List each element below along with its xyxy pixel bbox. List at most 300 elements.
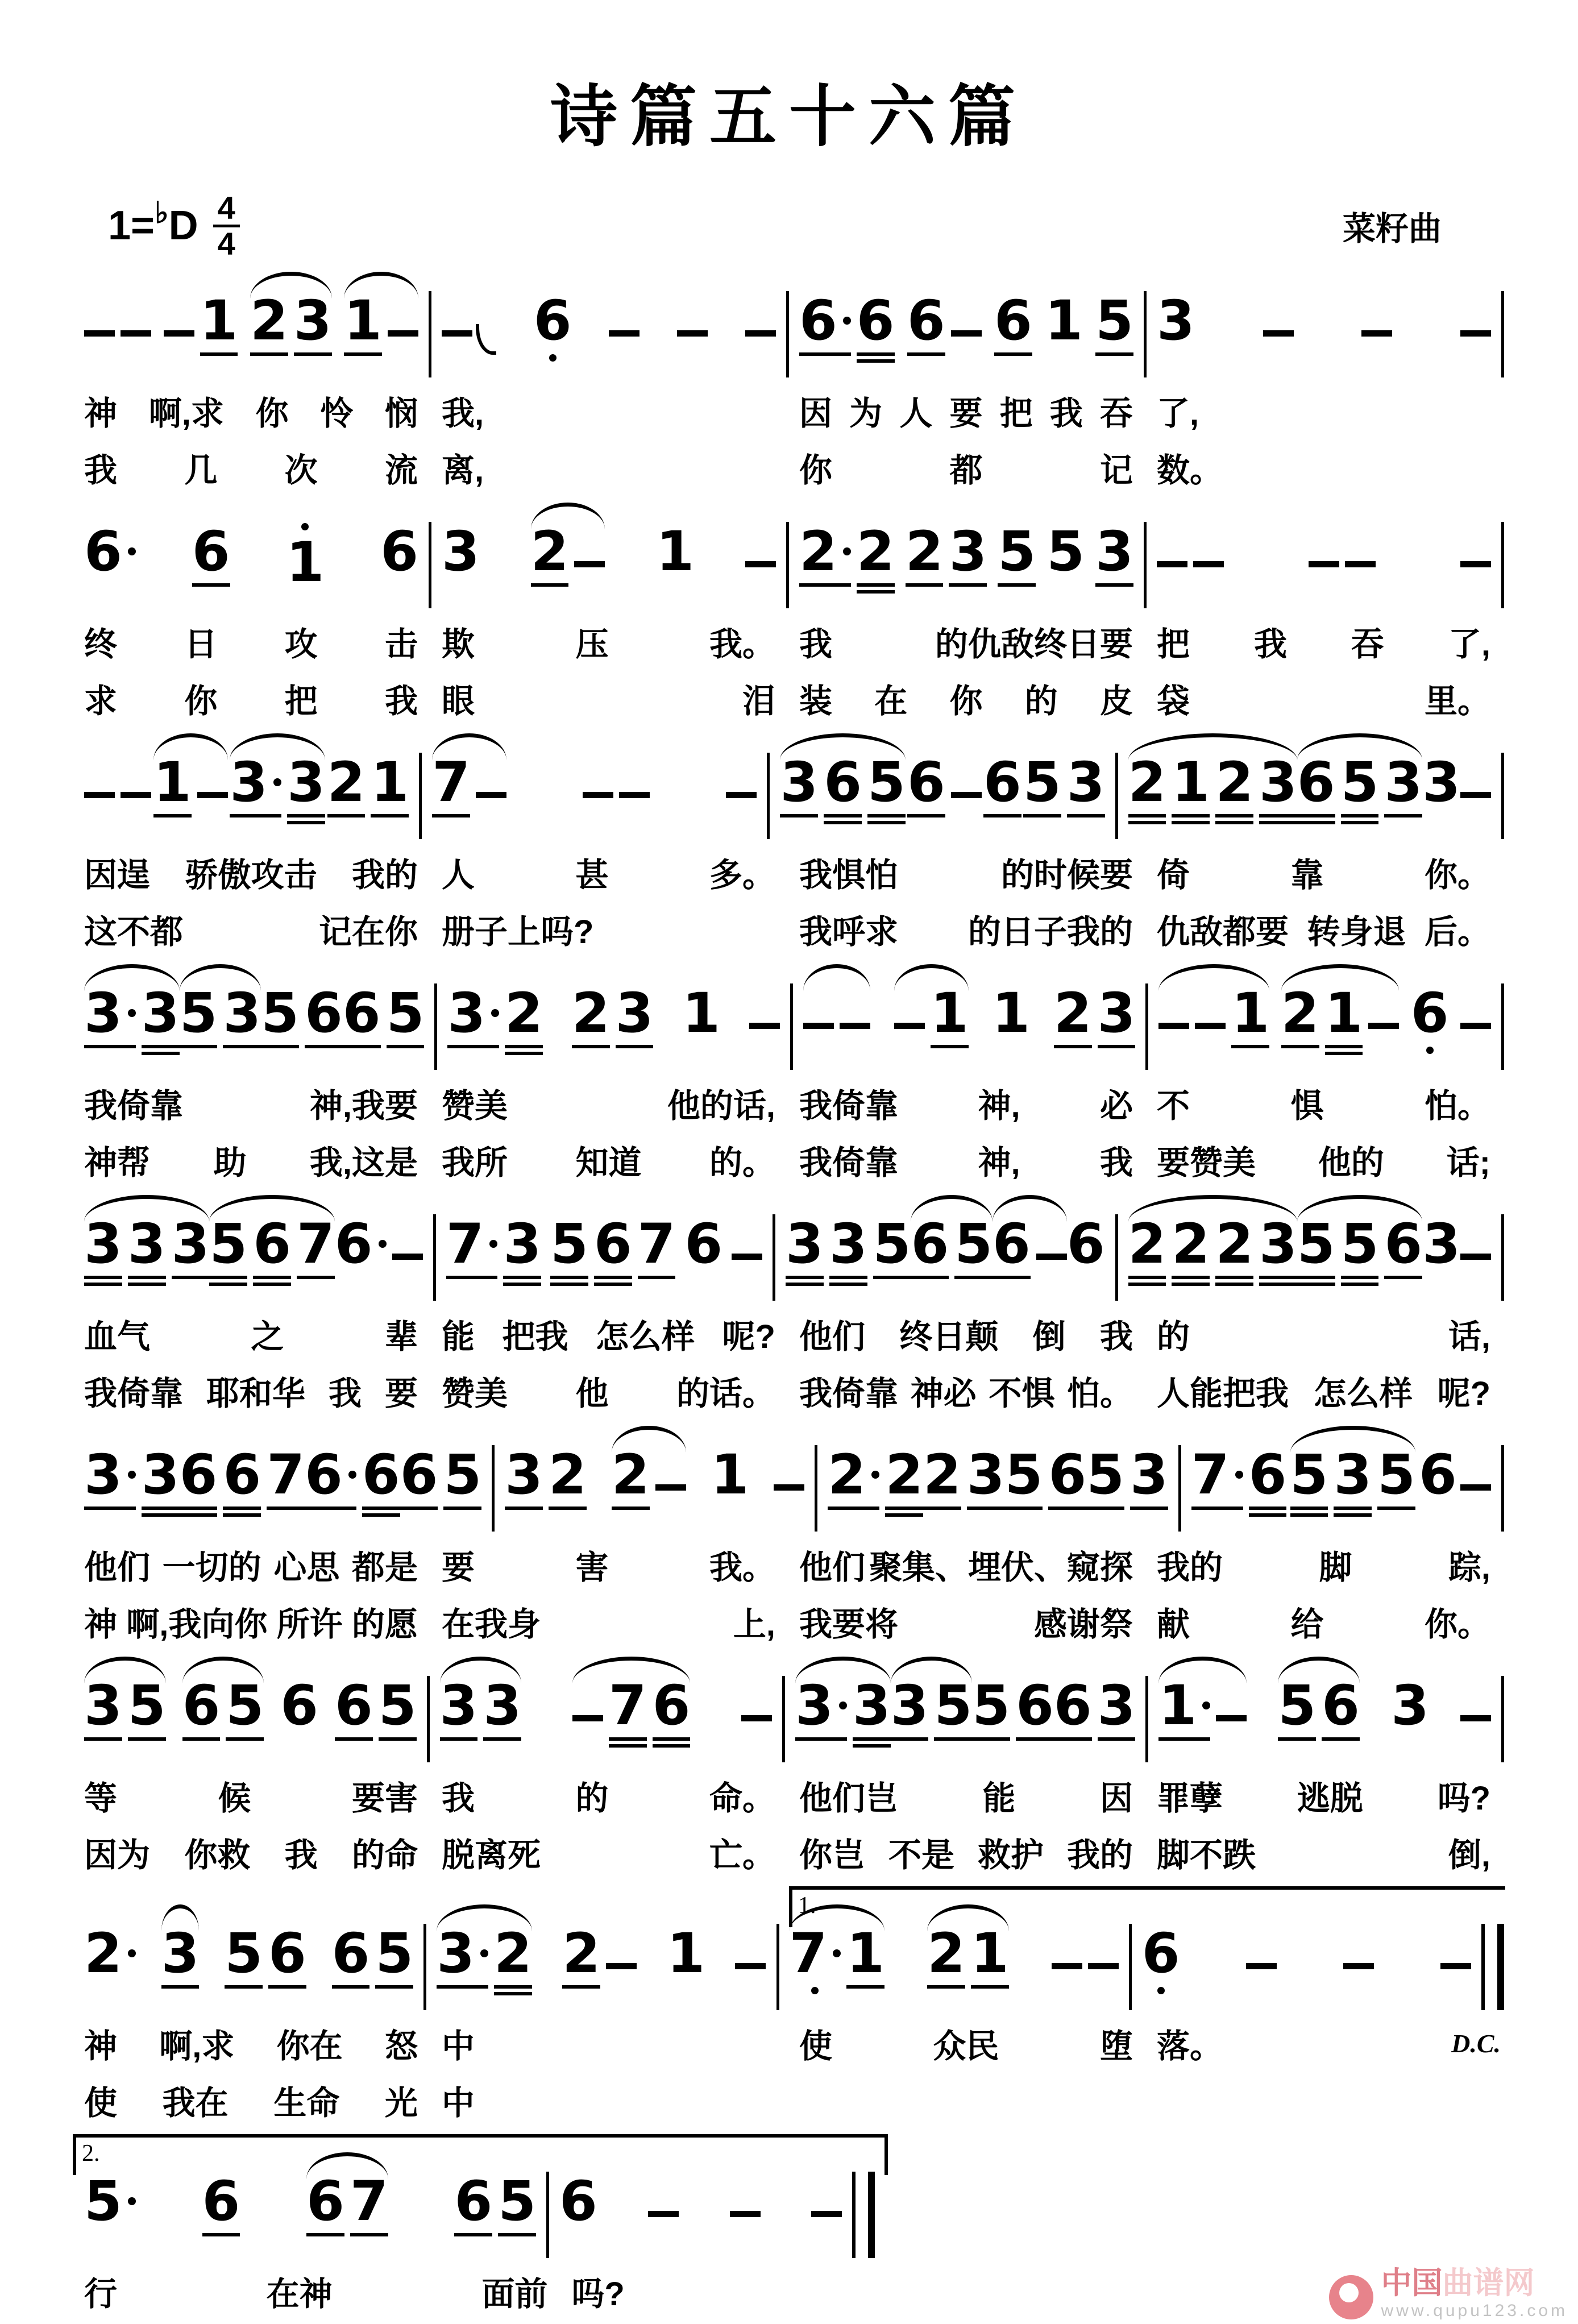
lyric-word: 不 [1157, 1088, 1190, 1124]
note-digit: 5 [179, 981, 218, 1045]
note [1281, 972, 1319, 1048]
volta-label: 2. [82, 2140, 100, 2167]
watermark-text [1381, 2267, 1568, 2319]
measure [775, 1203, 1115, 1286]
lyric-segment [789, 2019, 1147, 2067]
digit-row [1128, 750, 1166, 814]
note-digit: 1 [682, 981, 721, 1045]
beam-underline [1215, 821, 1253, 824]
slur-group [891, 1665, 973, 1741]
note-group [1054, 972, 1136, 1048]
beam-underline [1054, 1737, 1092, 1741]
note-digit: 7 [608, 1674, 647, 1737]
beam-underline [84, 1507, 136, 1510]
lyric-word: 吗? [571, 2276, 625, 2313]
note-group [745, 280, 776, 337]
note-digit: 6 [454, 2169, 493, 2233]
digit-row [344, 289, 382, 352]
note-digit: 2 [548, 1443, 587, 1507]
digit-row [1322, 1674, 1360, 1737]
lyric-segment [74, 1597, 431, 1645]
note [562, 1912, 600, 1989]
note-group [1460, 511, 1491, 567]
note-group [1054, 1665, 1136, 1741]
note-group [1157, 280, 1195, 352]
lyric-word: 几 [184, 452, 218, 489]
note-group [572, 972, 654, 1048]
note-digit: 2 [1128, 1212, 1166, 1276]
note-digit: 5 [1290, 1443, 1328, 1507]
beam-underline [1259, 1276, 1297, 1279]
note [1278, 1665, 1316, 1741]
measure [1147, 511, 1501, 567]
lyric-word: 的 [575, 1780, 609, 1817]
digit-row [533, 289, 572, 352]
beam-underline [503, 1283, 541, 1286]
note-group [442, 511, 480, 583]
lyrics-row-2 [74, 1597, 1504, 1645]
lyric-word: 甚 [575, 857, 609, 894]
lyric-word: 使 [799, 2028, 833, 2065]
note [1157, 280, 1195, 352]
dash-note [677, 330, 708, 337]
beam-underline [332, 1985, 370, 1989]
beam-underline [327, 814, 366, 817]
note [305, 1434, 356, 1510]
note-digit: 6 [84, 520, 122, 583]
note-group [998, 511, 1036, 587]
measure [426, 1912, 776, 1995]
digit-row [983, 750, 1021, 814]
digit-row [1157, 289, 1195, 352]
lyric-word: 我 [384, 683, 418, 720]
dc-mark: D.C. [1451, 2029, 1501, 2058]
digit-row [907, 289, 945, 352]
lyric-word: 耶和华 [206, 1375, 305, 1412]
qupu-logo-icon [1329, 2275, 1373, 2319]
lyric-word: 因为 [84, 1837, 151, 1874]
digit-row [179, 981, 218, 1045]
lyric-word: 悯 [384, 395, 418, 432]
lyric-word: 怜 [320, 395, 354, 432]
note [780, 741, 818, 817]
note [483, 1665, 521, 1741]
notation-row [74, 1665, 1504, 1762]
lyrics-row-2 [74, 674, 1504, 722]
beam-underline [931, 1045, 969, 1048]
lyric-word: 我 [284, 1837, 318, 1874]
beam-underline [1341, 1283, 1379, 1286]
lyric-word: 记 [1099, 452, 1133, 489]
note [857, 280, 895, 363]
notation-row [74, 1912, 1504, 2010]
digit-row [799, 289, 851, 352]
lyric-word: 一切的 [162, 1549, 261, 1586]
dash-note [726, 792, 757, 798]
note-group [305, 1434, 400, 1517]
slur-group [209, 1203, 334, 1286]
beam-underline [1098, 1045, 1136, 1048]
note-group [505, 1434, 587, 1510]
slur-group [780, 741, 905, 824]
key-signature [108, 189, 1504, 263]
note-digit: 3 [1066, 750, 1105, 814]
lyric-word: 知道 [575, 1144, 642, 1181]
time-signature [213, 189, 240, 262]
digit-row [1248, 1443, 1287, 1507]
lyric-word: 人能把我 [1157, 1375, 1289, 1412]
note-group [726, 741, 757, 798]
lyric-word: 因 [1099, 1780, 1133, 1817]
beam-underline [1048, 1507, 1086, 1510]
measure [789, 511, 1144, 594]
lyric-segment [789, 387, 1147, 434]
digit-row [829, 1212, 867, 1276]
digit-row [905, 520, 944, 583]
measure [779, 1912, 1129, 1994]
dash-note [606, 1963, 637, 1969]
digit-row [608, 1674, 647, 1737]
beam-underline [253, 1283, 291, 1286]
digit-row [615, 981, 654, 1045]
digit-row [179, 1443, 218, 1507]
barline [1501, 291, 1504, 377]
note-group [447, 972, 543, 1055]
lyric-word: 神, [978, 1088, 1020, 1124]
beam-underline [128, 1737, 166, 1741]
beam-underline [142, 1507, 180, 1510]
digit-row [1158, 1674, 1210, 1737]
note-digit: 6 [983, 750, 1021, 814]
note-digit: 3 [223, 981, 261, 1045]
note-group [1460, 280, 1491, 337]
digit-row [223, 981, 261, 1045]
note-digit: 3 [84, 1674, 122, 1737]
note [437, 1912, 488, 1989]
beam-underline [1005, 1507, 1043, 1510]
digit-row [334, 1212, 387, 1276]
lyric-word: 把我 [502, 1318, 568, 1355]
beam-underline [180, 1045, 218, 1048]
note-group [907, 280, 982, 356]
note-group [732, 1203, 762, 1260]
beam-underline [1297, 821, 1335, 824]
beam-underline [200, 352, 238, 356]
note-group [335, 1665, 417, 1741]
digit-row [1086, 1443, 1124, 1507]
lyric-word: 他们 [799, 1318, 866, 1355]
measure [431, 511, 786, 587]
note [1231, 972, 1269, 1048]
note [993, 1203, 1031, 1279]
beam-underline [344, 352, 382, 356]
beam-underline [494, 1985, 532, 1989]
note [609, 1665, 647, 1748]
lyric-segment [789, 2076, 1147, 2124]
beam-underline [432, 814, 470, 817]
note [824, 741, 862, 824]
note-digit: 5 [386, 981, 425, 1045]
beam-underline [343, 1045, 381, 1048]
note [572, 972, 610, 1048]
lyric-segment [431, 1541, 789, 1588]
note-group [550, 1203, 675, 1286]
slur-group [1278, 1665, 1360, 1741]
lyric-segment [431, 617, 789, 665]
note-digit: 6 [380, 520, 418, 583]
beam-underline [907, 814, 945, 817]
note-digit: 5 [498, 2169, 537, 2233]
note-digit: 3 [1259, 1212, 1297, 1276]
lyric-word: 的 [1024, 683, 1058, 720]
slur-group [180, 972, 261, 1048]
lyric-word: 要赞美 [1157, 1144, 1256, 1181]
lyric-word: 神必 [910, 1375, 977, 1412]
beam-underline [1130, 1507, 1168, 1510]
digit-row [1129, 1443, 1168, 1507]
note-group [1047, 511, 1085, 583]
note [983, 741, 1021, 817]
dash-note [574, 561, 605, 567]
beam-underline [954, 1276, 993, 1279]
note-group [1052, 1912, 1119, 1969]
beam-underline [906, 583, 944, 587]
lyrics-row-2 [74, 1367, 1504, 1414]
octave-dot-above [301, 523, 309, 530]
lyrics-row-2 [74, 1136, 1504, 1184]
note [1422, 1203, 1460, 1276]
beam-underline [1278, 1737, 1316, 1741]
lyric-word: 辈 [384, 1318, 418, 1355]
watermark-cn-bold: 中国 [1381, 2265, 1443, 2300]
dash-note [811, 2211, 842, 2217]
lyric-word: 血气 [84, 1318, 151, 1355]
digit-row [446, 1212, 498, 1276]
note [638, 1203, 676, 1279]
note [334, 1203, 387, 1276]
dash-note [84, 792, 115, 798]
note-group [442, 280, 496, 355]
augmentation-dot [843, 317, 851, 325]
note-group [84, 741, 151, 798]
note-digit: 5 [1004, 1443, 1043, 1507]
digit-row [494, 1922, 532, 1985]
digit-row [287, 750, 325, 814]
lyric-word: 装 [799, 683, 833, 720]
note [84, 2160, 136, 2233]
beam-underline [297, 1276, 335, 1279]
slur-group [1128, 741, 1297, 824]
lyric-word: 罪孽 [1157, 1780, 1223, 1817]
lyric-word: 我的 [1066, 1837, 1133, 1874]
watermark-cn [1381, 2267, 1568, 2300]
digit-row [503, 1212, 542, 1276]
note-digit: 6 [684, 1212, 723, 1276]
lyric-word: 心思 [273, 1549, 340, 1586]
lyric-word: 神, [978, 1144, 1020, 1181]
note [799, 280, 851, 356]
digit-row [593, 1212, 632, 1276]
digit-row [1297, 1212, 1335, 1276]
system-line-8 [74, 1893, 1504, 2124]
lyric-word: 我 [1099, 1318, 1133, 1355]
digit-row [1278, 1674, 1317, 1737]
lyric-word: 他们 [799, 1549, 866, 1586]
beam-underline [305, 1507, 356, 1510]
lyric-segment [789, 1367, 1147, 1414]
note-digit: 1 [286, 530, 325, 594]
beam-underline [1341, 1276, 1379, 1279]
beam-underline [494, 1992, 532, 1995]
beam-underline [498, 2233, 536, 2236]
note-digit: 6 [400, 1443, 438, 1507]
note [549, 1434, 587, 1510]
digit-row [856, 289, 895, 352]
note [1377, 1434, 1415, 1510]
note-group [983, 741, 1021, 817]
beam-underline [799, 583, 851, 587]
lyric-word: 惧 [1290, 1088, 1324, 1124]
digit-row [1097, 1674, 1136, 1737]
watermark [1329, 2267, 1568, 2319]
octave-dot-below [1157, 1987, 1165, 1994]
slur-group [344, 280, 418, 356]
note [1259, 1203, 1297, 1286]
beam-underline [594, 1276, 632, 1279]
note [335, 1665, 373, 1741]
notation-row [74, 2160, 875, 2258]
beam-underline [505, 1507, 543, 1510]
beam-underline [1128, 1276, 1166, 1279]
lyric-word: 等 [84, 1780, 118, 1817]
note-digit: 6 [280, 1674, 318, 1737]
slur-group [1128, 1203, 1297, 1286]
note [906, 511, 944, 587]
lyrics-row-1 [74, 2267, 875, 2315]
octave-dot-below [549, 354, 557, 362]
beam-underline [209, 1283, 247, 1286]
dash-note [1309, 561, 1339, 567]
beam-underline [142, 1052, 180, 1055]
note [327, 741, 366, 817]
digit-row [1384, 750, 1423, 814]
lyric-word: 助 [213, 1144, 247, 1181]
digit-row [141, 981, 180, 1045]
note-group [1460, 741, 1491, 798]
note [907, 741, 945, 817]
note-digit: 5 [378, 1674, 417, 1737]
lyric-word: 生命 [273, 2085, 340, 2122]
digit-row [334, 1674, 373, 1737]
note [1172, 1203, 1210, 1286]
lyric-word: 你。 [1424, 1606, 1490, 1643]
lyric-segment [74, 1367, 431, 1414]
slur-group [927, 1912, 1009, 1989]
note [84, 511, 136, 583]
digit-row [84, 1922, 136, 1985]
note-digit: 5 [375, 1922, 414, 1985]
note [202, 2160, 240, 2236]
beam-underline [609, 1744, 647, 1748]
note-digit: 6 [593, 1212, 632, 1276]
note-digit: 7 [789, 1922, 828, 1985]
beam-underline [1325, 1045, 1363, 1048]
note-digit: 3 [1422, 1212, 1460, 1276]
beam-underline [362, 1507, 400, 1510]
key-tonic: D [168, 203, 198, 248]
note-digit: 6 [342, 981, 381, 1045]
augmentation-dot [871, 1471, 879, 1479]
lyric-segment [1147, 2076, 1504, 2124]
digit-row [1095, 289, 1133, 352]
lyric-segment [74, 905, 431, 953]
measure [789, 280, 1144, 363]
lyrics-row-1 [74, 1771, 1504, 1819]
lyric-word: 神,我要 [309, 1088, 418, 1124]
note [142, 1434, 180, 1517]
lyric-word: 把 [999, 395, 1033, 432]
lyric-word: 要 [442, 1549, 475, 1586]
note [711, 1434, 749, 1507]
beam-underline [824, 821, 862, 824]
note-digit: 2 [611, 1443, 650, 1507]
lyrics-row-1 [74, 1310, 1504, 1358]
note [846, 1912, 884, 1989]
beam-underline [223, 1045, 261, 1048]
note [84, 972, 136, 1048]
lyric-word: 不惧 [989, 1375, 1055, 1412]
digit-row [992, 981, 1031, 1045]
note-digit: 3 [505, 1443, 543, 1507]
note [1016, 1665, 1054, 1741]
lyric-word: 脱离死 [442, 1837, 541, 1874]
note-digit: 6 [253, 1212, 291, 1276]
digit-row [296, 1212, 335, 1276]
note [795, 1665, 847, 1741]
lyric-word: 堕 [1099, 2028, 1133, 2065]
lyric-word: 的命 [351, 1837, 418, 1874]
digit-row [1290, 1443, 1328, 1507]
note-digit: 2 [905, 520, 944, 583]
note-digit: 3 [852, 1674, 891, 1737]
measure [1132, 1912, 1481, 1994]
dash-note [619, 792, 650, 798]
note [1054, 972, 1092, 1048]
note-digit: 5 [550, 1212, 588, 1276]
digit-row [483, 1674, 522, 1737]
system-line-3 [74, 741, 1504, 953]
lyric-word: 脚 [1319, 1549, 1352, 1586]
slur-group [612, 1434, 686, 1510]
measure [1148, 972, 1501, 1055]
beam-underline [616, 1045, 654, 1048]
note-digit: 6 [1384, 1212, 1423, 1276]
augmentation-dot [379, 1240, 387, 1248]
dash-note [745, 330, 776, 337]
lyric-word: 踪, [1448, 1549, 1490, 1586]
lyric-segment [431, 443, 789, 491]
lyric-segment [789, 1079, 1147, 1127]
note [287, 741, 325, 824]
note [594, 1203, 632, 1286]
digit-row [1045, 289, 1083, 352]
lyric-word: 都是 [351, 1549, 418, 1586]
note [84, 1203, 122, 1286]
lyric-word: 压 [575, 626, 609, 663]
note [1045, 280, 1083, 352]
note-digit: 2 [84, 1922, 122, 1985]
slur-group [437, 1912, 532, 1995]
